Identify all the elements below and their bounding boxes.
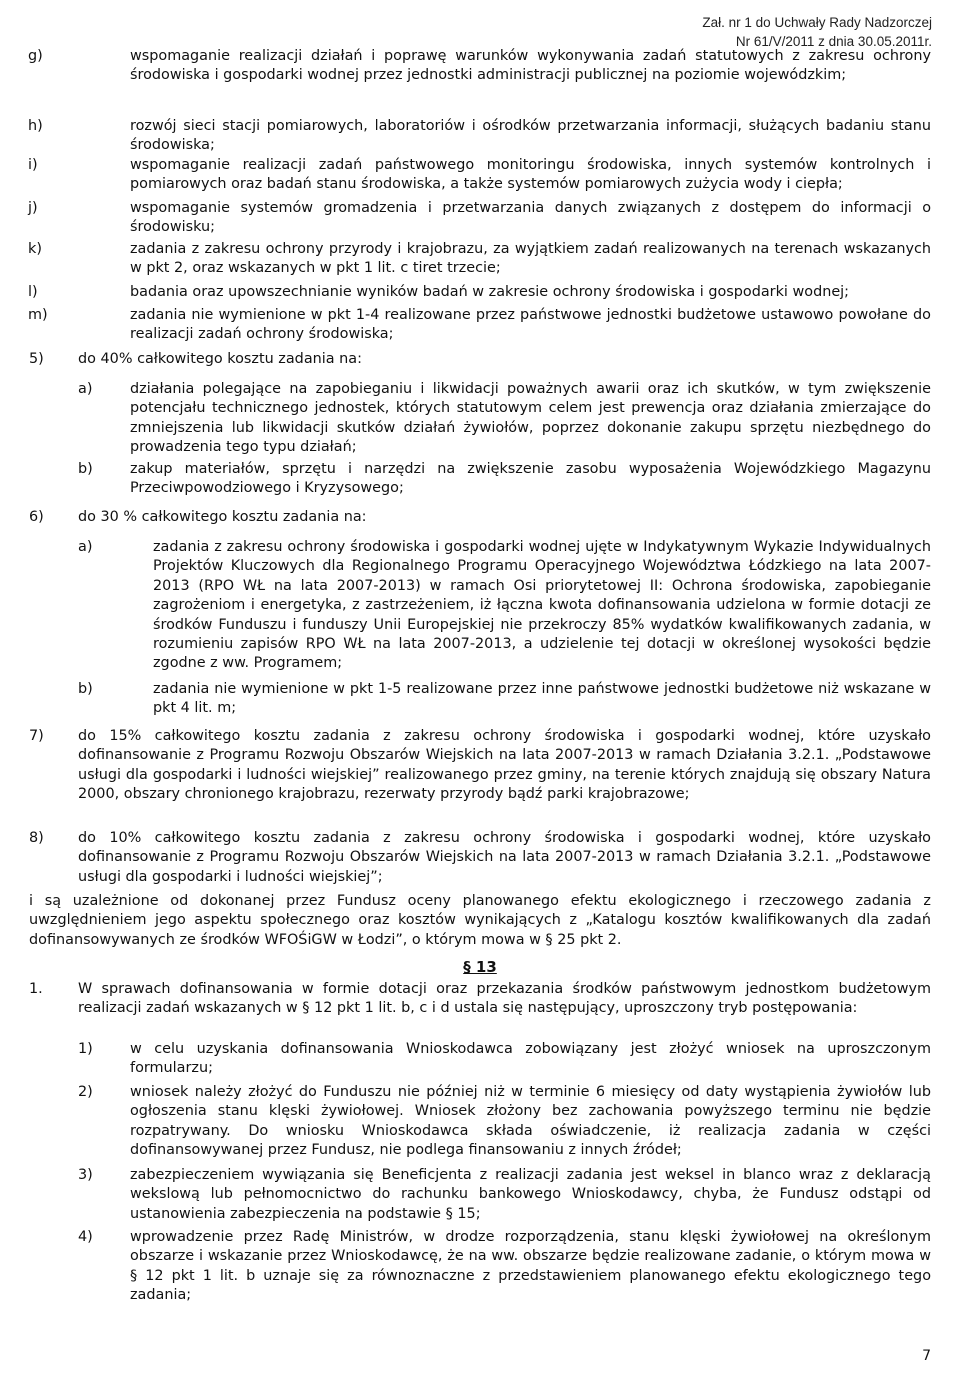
list-g-to-m-j [0, 199, 960, 238]
item-5 [0, 350, 960, 369]
list-g-to-m-i [0, 156, 960, 195]
sub-text: zadania nie wymienione w pkt 1-5 realizowane przez inne państwowe jednostki budżetowe niż wskazane w pkt 4 lit. m; [153, 681, 931, 717]
step-label: 3) [78, 1167, 93, 1183]
paragraph-1 [29, 980, 931, 1019]
list-label: i) [28, 157, 38, 173]
item-5-head [29, 350, 960, 369]
list-item-j [28, 199, 931, 238]
list-label: k) [28, 241, 42, 257]
step-label: 4) [78, 1229, 93, 1245]
sub-item-b [78, 460, 931, 499]
list-g-to-m-k [0, 240, 960, 279]
step-1-block [0, 1040, 960, 1079]
list-label: h) [28, 118, 43, 134]
item-6 [0, 508, 960, 527]
step-label: 1) [78, 1041, 93, 1057]
list-g-to-m-m [0, 306, 960, 345]
step-text: w celu uzyskania dofinansowania Wnioskodawca zobowiązany jest złożyć wniosek na uproszczonym formularzu; [130, 1041, 931, 1077]
list-g-to-m [0, 47, 960, 86]
item-text: do 15% całkowitego kosztu zadania z zakresu ochrony środowiska i gospodarki wodnej, które uzyskało dofinansowanie z Programu Rozwoju Obszarów Wiejskich na lata 2007-2013 w ramach Działania 3.2.1. „Podstawowe usługi dla gospodarki i ludności wiejskiej” realizowanego przez gminy, na terenie których znajdują się obszary Natura 2000, obszary chronionego krajobrazu, rezerwaty przyrody bądź parki krajobrazowe; [78, 728, 931, 803]
sub-text: zadania z zakresu ochrony środowiska i gospodarki wodnej ujęte w Indykatywnym Wykazie Indywidualnych Projektów Kluczowych dla Regionalnego Programu Operacyjnego Województwa Łódzkiego na lata 2007-2013 (RPO WŁ na lata 2007-2013) w ramach Osi priorytetowej II: Ochrona środowiska, zapobieganie zagrożeniom i energetyka, z zastrzeżeniem, iż łączna kwota dofinansowania udzielona w formie dotacji ze środków Funduszu i funduszy Unii Europejskiej nie przekroczy 85% wydatków kwalifikowanych zadania, w rozumieniu zapisów RPO WŁ na lata 2007-2013, a udzielenie tej dotacji w określonej wysokości będzie zgodne z ww. Programem; [153, 539, 931, 672]
closing-paragraph: i są uzależnione od dokonanej przez Fundusz oceny planowanego efektu ekologicznego i rzeczowego zadania z uwzględnieniem jego aspektu społecznego oraz kosztów wynikających z „Katalogu kosztów kwalifikowanych dla zadań dofinansowywanych ze środków WFOŚiGW w Łodzi”, o którym mowa w § 25 pkt 2. [29, 893, 931, 948]
item-5-sub-a [0, 380, 960, 458]
step-text: zabezpieczeniem wywiązania się Beneficjenta z realizacji zadania jest weksel in blanco wraz z deklaracją wekslową lub pełnomocnictwo do rachunku bankowego Wnioskodawcy, chyba, że Fundusz odstąpi od ustanowienia zabezpieczenia na podstawie § 15; [130, 1167, 931, 1222]
item-7 [0, 727, 960, 805]
sub-label: a) [78, 381, 93, 397]
item-7-body [29, 727, 931, 805]
step-label: 2) [78, 1084, 93, 1100]
list-label: g) [28, 48, 43, 64]
step-text: wprowadzenie przez Radę Ministrów, w drodze rozporządzenia, stanu klęski żywiołowej na określonym obszarze i wskazanie przez Wnioskodawcę, że na ww. obszarze będzie realizowane zadanie, o którym mowa w § 12 pkt 1 lit. b uznaje się za równoznaczne z przedstawieniem planowanego efektu ekologicznego tego zadania; [130, 1229, 931, 1304]
step-item [78, 1166, 931, 1224]
sub-item-b [78, 680, 931, 719]
item-label: 5) [29, 351, 44, 367]
step-text: wniosek należy złożyć do Funduszu nie później niż w terminie 6 miesięcy od daty wystąpienia żywiołów lub ogłoszenia stanu klęski żywiołowej. Wniosek złożony bez zachowania powyższego terminu nie będzie rozpatrywany. Do wniosku Wnioskodawca składa oświadczenie, iż realizacja zadania w części dofinansowywanej przez Fundusz, nie podlega finansowaniu z innych źródeł; [130, 1084, 931, 1159]
list-text: rozwój sieci stacji pomiarowych, laboratoriów i ośrodków przetwarzania informacji, służących badaniu stanu środowiska; [130, 118, 931, 154]
list-label: l) [28, 284, 38, 300]
list-text: wspomaganie systemów gromadzenia i przetwarzania danych związanych z dostępem do informacji o środowisku; [130, 200, 931, 236]
list-g-to-m-l [0, 283, 960, 302]
list-item-k [28, 240, 931, 279]
item-8-body [29, 829, 931, 887]
paragraph-1-block [0, 980, 960, 1019]
sub-label: b) [78, 681, 93, 697]
list-item-h [28, 117, 931, 156]
list-label: m) [28, 307, 48, 323]
item-8 [0, 829, 960, 887]
section-title: § 13 [463, 958, 497, 976]
step-item [78, 1228, 931, 1306]
header-line-1: Zał. nr 1 do Uchwały Rady Nadzorczej [702, 15, 932, 30]
item-text: do 10% całkowitego kosztu zadania z zakresu ochrony środowiska i gospodarki wodnej, które uzyskało dofinansowanie z Programu Rozwoju Obszarów Wiejskich na lata 2007-2013 w ramach Działania 3.2.1. „Podstawowe usługi dla gospodarki i ludności wiejskiej”; [78, 830, 931, 885]
item-6-head [29, 508, 960, 527]
list-item-i [28, 156, 931, 195]
header-line-2: Nr 61/V/2011 z dnia 30.05.2011r. [735, 34, 932, 49]
step-2-block [0, 1083, 960, 1161]
list-text: wspomaganie realizacji działań i poprawę warunków wykonywania zadań statutowych z zakresu ochrony środowiska i gospodarki wodnej przez jednostki administracji publicznej na poziomie wojewódzkim; [130, 48, 931, 84]
list-g-to-m-h [0, 117, 960, 156]
sub-label: b) [78, 461, 93, 477]
list-item-m [28, 306, 931, 345]
item-label: 6) [29, 509, 44, 525]
sub-label: a) [78, 539, 93, 555]
sub-text: działania polegające na zapobieganiu i likwidacji poważnych awarii oraz ich skutków, w tym zwiększenie potencjału technicznego jednostek, których statutowym celem jest prewencja oraz działania zmierzające do zmniejszenia lub likwidacji skutków działań żywiołów, poprzez dokonanie zakupu sprzętu niezbędnego do prowadzenia tego typu działań; [130, 381, 931, 456]
list-item-l [28, 283, 931, 302]
document-header [702, 13, 932, 51]
paragraph-text: W sprawach dofinansowania w formie dotacji oraz przekazania środków państwowym jednostkom budżetowym realizacji zadań wskazanych w § 12 pkt 1 lit. b, c i d ustala się następujący, uproszczony tryb postępowania: [78, 981, 931, 1017]
item-label: 8) [29, 830, 44, 846]
step-4-block [0, 1228, 960, 1306]
list-label: j) [28, 200, 38, 216]
step-3-block [0, 1166, 960, 1224]
list-text: zadania nie wymienione w pkt 1-4 realizowane przez państwowe jednostki budżetowe ustawowo powołane do realizacji zadań ochrony środowiska; [130, 307, 931, 343]
item-text: do 40% całkowitego kosztu zadania na: [78, 351, 362, 367]
list-text: badania oraz upowszechnianie wyników badań w zakresie ochrony środowiska i gospodarki wodnej; [130, 284, 850, 300]
list-text: zadania z zakresu ochrony przyrody i krajobrazu, za wyjątkiem zadań realizowanych na terenach wskazanych w pkt 2, oraz wskazanych w pkt 1 lit. c tiret trzecie; [130, 241, 931, 277]
item-label: 7) [29, 728, 44, 744]
sub-item-a [78, 538, 931, 674]
item-6-sub-b [0, 680, 960, 719]
item-5-sub-b [0, 460, 960, 499]
sub-item-a [78, 380, 931, 458]
step-item [78, 1040, 931, 1079]
item-6-sub-a [0, 538, 960, 674]
step-item [78, 1083, 931, 1161]
page-number: 7 [922, 1348, 931, 1364]
item-text: do 30 % całkowitego kosztu zadania na: [78, 509, 367, 525]
sub-text: zakup materiałów, sprzętu i narzędzi na zwiększenie zasobu wyposażenia Wojewódzkiego Magazynu Przeciwpowodziowego i Kryzysowego; [130, 461, 931, 497]
list-item-g [28, 47, 931, 86]
paragraph-label: 1. [29, 981, 43, 997]
list-text: wspomaganie realizacji zadań państwowego monitoringu środowiska, innych systemów kontrolnych i pomiarowych oraz badań stanu środowiska, a także systemów pomiarowych zużycia wody i ciepła; [130, 157, 931, 193]
closing-block [0, 892, 960, 950]
